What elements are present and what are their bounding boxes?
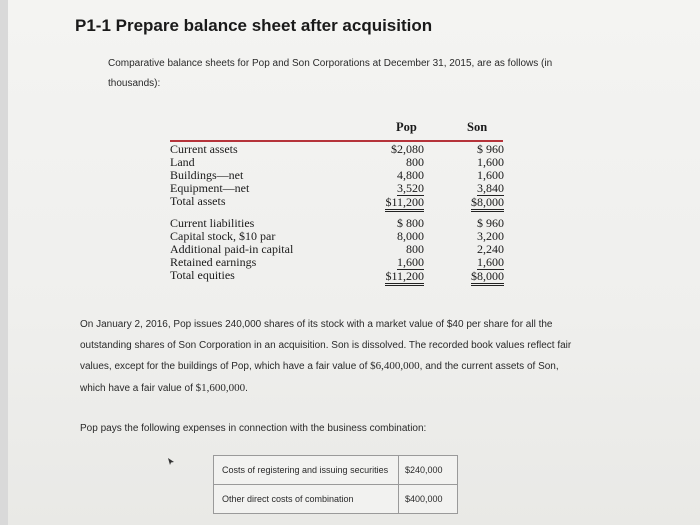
pop-value: 3,520 — [397, 181, 424, 195]
row-label: Buildings—net — [170, 168, 244, 182]
row-label: Equipment—net — [170, 181, 250, 195]
expense-amount: $240,000 — [405, 465, 443, 475]
pop-value: 4,800 — [397, 168, 424, 182]
expenses-table — [213, 455, 458, 514]
intro-text: Comparative balance sheets for Pop and Son Corporations at December 31, 2015, are as follows (in thousands): — [108, 58, 553, 89]
row-label: Current assets — [170, 142, 238, 156]
pop-value: 800 — [406, 242, 424, 256]
buildings-fair-value: $6,400,000 — [370, 360, 420, 372]
row-label: Capital stock, $10 par — [170, 229, 276, 243]
son-value: $ 960 — [477, 216, 504, 230]
son-column-header: Son — [467, 120, 488, 134]
row-label: Additional paid-in capital — [170, 242, 294, 256]
paragraph-text: , and the current assets of Son, which have a fair value of — [80, 361, 559, 394]
son-value: 1,600 — [477, 255, 504, 269]
paragraph-text: . — [245, 382, 248, 394]
pop-total: $11,200 — [385, 196, 424, 212]
pop-column-header: Pop — [396, 120, 417, 134]
son-total: $8,000 — [471, 270, 504, 286]
pop-value: 8,000 — [397, 229, 424, 243]
son-value: 1,600 — [477, 155, 504, 169]
pop-value: $2,080 — [391, 142, 424, 156]
son-value: 3,200 — [477, 229, 504, 243]
row-label: Total assets — [170, 194, 226, 208]
row-label: Retained earnings — [170, 255, 257, 269]
expense-label: Costs of registering and issuing securities — [222, 465, 389, 475]
son-value: 1,600 — [477, 168, 504, 182]
table-row — [214, 484, 457, 513]
paragraph-text: On January 2, 2016, Pop issues 240,000 shares of its stock with a market value of $40 per share for all the outstanding shares of Son Corporation in an acquisition. Son is dissolved. The recorded book values reflect fair values, except for the buildings of Pop, which have a fair value of — [80, 319, 572, 372]
row-label: Current liabilities — [170, 216, 255, 230]
table-row — [214, 456, 457, 484]
son-total: $8,000 — [471, 196, 504, 212]
expenses-intro: Pop pays the following expenses in connection with the business combination: — [80, 423, 427, 434]
pop-value: $ 800 — [397, 216, 424, 230]
son-value: 3,840 — [477, 181, 504, 195]
column-divider — [398, 485, 399, 513]
acquisition-paragraph — [80, 315, 580, 399]
problem-title: P1-1 Prepare balance sheet after acquisition — [75, 16, 433, 35]
row-label: Land — [170, 155, 195, 169]
current-assets-fair-value: $1,600,000 — [195, 381, 246, 394]
pop-value: 800 — [406, 155, 424, 169]
expense-label: Other direct costs of combination — [222, 494, 354, 504]
document-page — [8, 0, 700, 525]
expense-amount: $400,000 — [405, 494, 443, 504]
pop-total: $11,200 — [385, 270, 424, 286]
cursor-icon — [168, 458, 176, 468]
son-value: 2,240 — [477, 242, 504, 256]
row-label: Total equities — [170, 268, 235, 282]
son-value: $ 960 — [477, 142, 504, 156]
pop-value: 1,600 — [397, 255, 424, 269]
column-divider — [398, 456, 399, 484]
